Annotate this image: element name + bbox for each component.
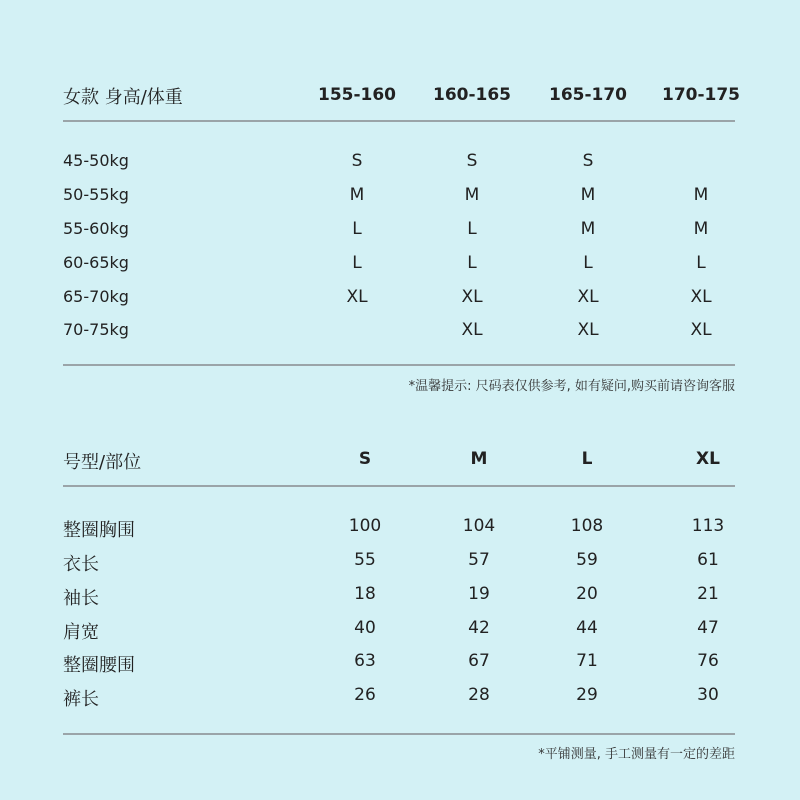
size-table-note: *温馨提示: 尺码表仅供参考, 如有疑问,购买前请咨询客服	[408, 379, 735, 394]
size-col-header: 170-175	[661, 85, 741, 105]
size-cell: XL	[461, 320, 483, 340]
size-col-header: 165-170	[548, 85, 628, 105]
measure-row-label: 衣长	[63, 554, 99, 575]
measure-row-label: 整圈腰围	[63, 655, 135, 676]
size-cell: M	[693, 185, 709, 205]
size-cell: S	[351, 151, 363, 171]
size-cell: XL	[346, 287, 368, 307]
measure-cell: 44	[576, 618, 598, 638]
measure-cell: 19	[468, 584, 490, 604]
measure-cell: 108	[570, 516, 604, 536]
measure-row-label: 裤长	[63, 689, 99, 710]
measure-cell: 71	[576, 651, 598, 671]
size-row-label: 50-55kg	[63, 185, 129, 204]
size-cell: L	[696, 253, 706, 273]
size-col-header: 155-160	[317, 85, 397, 105]
measure-cell: 61	[697, 550, 719, 570]
size-cell: L	[583, 253, 593, 273]
size-cell: XL	[690, 320, 712, 340]
size-cell: M	[580, 185, 596, 205]
size-cell: L	[467, 253, 477, 273]
measure-cell: 28	[468, 685, 490, 705]
divider	[63, 485, 735, 487]
divider	[63, 733, 735, 735]
measure-cell: 100	[348, 516, 382, 536]
measure-row-label: 肩宽	[63, 622, 99, 643]
measure-cell: 55	[354, 550, 376, 570]
size-cell: M	[349, 185, 365, 205]
size-cell: L	[467, 219, 477, 239]
size-row-label: 60-65kg	[63, 253, 129, 272]
measure-col-header: L	[581, 449, 593, 469]
measure-cell: 57	[468, 550, 490, 570]
size-cell: S	[466, 151, 478, 171]
measure-cell: 63	[354, 651, 376, 671]
divider	[63, 120, 735, 122]
measure-cell: 30	[697, 685, 719, 705]
size-table-title: 女款 身高/体重	[63, 87, 183, 108]
measure-cell: 104	[462, 516, 496, 536]
measure-cell: 29	[576, 685, 598, 705]
size-cell: M	[580, 219, 596, 239]
measure-cell: 67	[468, 651, 490, 671]
measure-cell: 47	[697, 618, 719, 638]
size-cell: XL	[577, 287, 599, 307]
measure-col-header: XL	[696, 449, 720, 469]
size-row-label: 55-60kg	[63, 219, 129, 238]
divider	[63, 364, 735, 366]
measure-cell: 113	[691, 516, 725, 536]
size-cell: M	[464, 185, 480, 205]
size-cell: XL	[577, 320, 599, 340]
measure-cell: 59	[576, 550, 598, 570]
measure-cell: 42	[468, 618, 490, 638]
size-row-label: 70-75kg	[63, 320, 129, 339]
measure-table-note: *平铺测量, 手工测量有一定的差距	[538, 747, 735, 762]
measure-row-label: 整圈胸围	[63, 520, 135, 541]
measure-cell: 18	[354, 584, 376, 604]
size-cell: XL	[690, 287, 712, 307]
size-cell: L	[352, 253, 362, 273]
measure-cell: 21	[697, 584, 719, 604]
size-cell: S	[582, 151, 594, 171]
measure-row-label: 袖长	[63, 588, 99, 609]
measure-cell: 26	[354, 685, 376, 705]
size-cell: L	[352, 219, 362, 239]
size-row-label: 45-50kg	[63, 151, 129, 170]
size-cell: M	[693, 219, 709, 239]
size-cell: XL	[461, 287, 483, 307]
measure-cell: 76	[697, 651, 719, 671]
measure-cell: 20	[576, 584, 598, 604]
size-row-label: 65-70kg	[63, 287, 129, 306]
measure-col-header: M	[470, 449, 488, 469]
size-col-header: 160-165	[432, 85, 512, 105]
measure-col-header: S	[358, 449, 372, 469]
measure-cell: 40	[354, 618, 376, 638]
measure-table-title: 号型/部位	[63, 452, 142, 473]
